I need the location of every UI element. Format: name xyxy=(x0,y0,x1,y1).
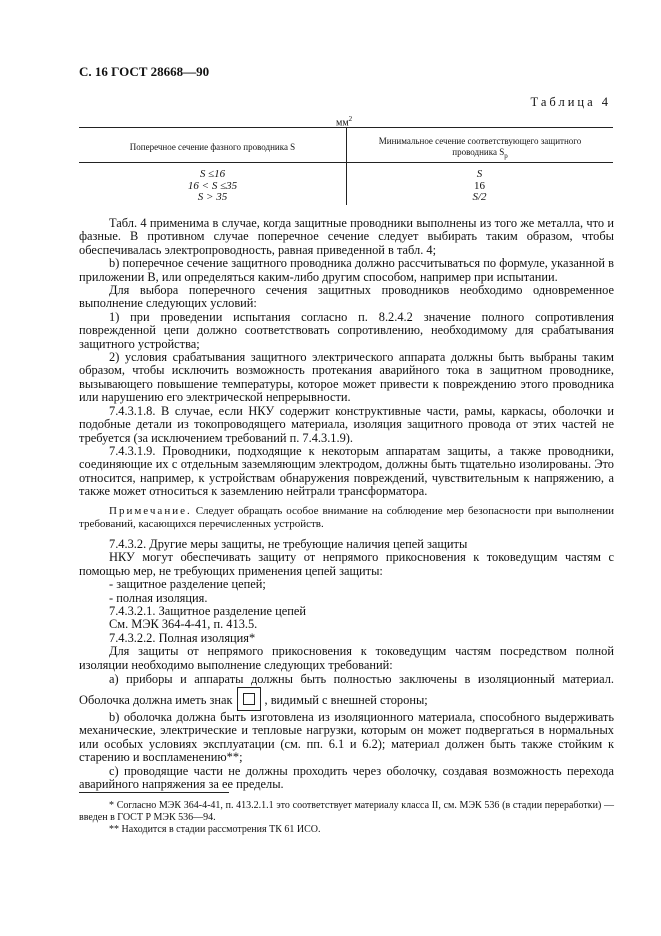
paragraph: 7.4.3.2.1. Защитное разделение цепей xyxy=(109,604,307,619)
body-text-main xyxy=(79,217,614,499)
table-cell: S xyxy=(476,168,483,180)
paragraph: 1) при проведении испытания согласно п. 8.2.4.2 значение полного сопротивления поврежденной цепи должно соответствовать сопротивлению, необходимому для срабатывания защитного устройства; xyxy=(79,309,614,351)
paragraph: Для выбора поперечного сечения защитных проводников необходимо одновременное выполнение следующих условий: xyxy=(79,283,614,311)
page-header: С. 16 ГОСТ 28668—90 xyxy=(79,64,210,79)
table-unit: $мм^2$ xyxy=(336,115,353,129)
note-block xyxy=(79,505,614,531)
footnote: ** Находится в стадии рассмотрения ТК 61 ИСО. xyxy=(109,824,321,835)
note-text: Следует обращать особое внимание на соблюдение мер безопасности при выполнении требований, касающихся перечисленных устройств. xyxy=(79,505,614,530)
paragraph: См. МЭК 364-4-41, п. 413.5. xyxy=(109,617,258,632)
body-text-section2 xyxy=(79,538,614,792)
footnote-rule xyxy=(79,792,229,793)
paragraph: 2) условия срабатывания защитного электрического аппарата должны быть выбраны таким образом, чтобы исключить возможность протекания аварийного тока в защитном проводнике, вызывающего повышение температуры, которое может привести к повреждению этого проводника или нарушению его электрической непрерывности. xyxy=(79,350,614,405)
table-cell: S/2 xyxy=(472,191,487,203)
double-insulation-icon xyxy=(237,687,261,711)
table-cell: S ≤16 xyxy=(199,168,226,180)
paragraph: 7.4.3.2. Другие меры защиты, не требующие наличия цепей защиты xyxy=(109,537,468,551)
table-header-phase: Поперечное сечение фазного проводника S xyxy=(129,142,296,152)
paragraph: Табл. 4 применима в случае, когда защитные проводники выполнены из того же металла, что и фазные. В противном случае поперечное сечение следует выбирать таким образом, чтобы обеспечивалась электропроводность, равная приведенной в табл. 4; xyxy=(79,216,614,257)
note-label: Примечание. xyxy=(109,505,192,517)
paragraph: b) поперечное сечение защитного проводника должно рассчитываться по формуле, указанной в приложении В, или определяться каким-либо другим способом, например при испытании. xyxy=(79,256,614,284)
table-cell: 16 < S ≤35 xyxy=(187,179,238,192)
footnotes xyxy=(79,800,614,836)
paragraph: 7.4.3.1.8. В случае, если НКУ содержит конструктивные части, рамы, каркасы, оболочки и подобные детали из токопроводящего материала, изоляция защитного провода от этих частей не требуется (за исключением требований п. 7.4.3.1.9). xyxy=(79,403,614,445)
paragraph: a) приборы и аппараты должны быть полностью заключены в изоляционный материал. Оболочка должна иметь знак , видимый с внешней стороны; xyxy=(79,672,614,711)
table-header-protective: Минимальное сечение соответствующего защитного проводника $S_p$ xyxy=(378,136,582,160)
table-cell: 16 xyxy=(474,179,485,192)
paragraph: НКУ могут обеспечивать защиту от непрямого прикосновения к токоведущим частям с помощью мер, не требующих применения цепей защиты: xyxy=(79,550,614,578)
table-cell: S > 35 xyxy=(197,191,228,203)
paragraph: 7.4.3.1.9. Проводники, подходящие к некоторым аппаратам защиты, а также проводники, соединяющие их с отдельным заземляющим электродом, должны быть тщательно изолированы. Это относится, например, к устройствам обнаружения повреждений, чувствительным к напряжению, а также может относиться к заземлению нейтрали трансформатора. xyxy=(79,443,614,499)
paragraph: b) оболочка должна быть изготовлена из изоляционного материала, способного выдерживать механические, электрические и тепловые нагрузки, которым он может подвергаться в нормальных или особых условиях эксплуатации (см. пп. 6.1 и 6.2); материал должен быть также стойким к старению и воспламенению**; xyxy=(79,710,614,765)
paragraph: Для защиты от непрямого прикосновения к токоведущим частям посредством полной изоляции необходимо выполнение следующих требований: xyxy=(79,644,614,672)
paragraph: 7.4.3.2.2. Полная изоляция* xyxy=(109,630,256,645)
table-column-protective xyxy=(346,169,613,204)
footnote: * Согласно МЭК 364-4-41, п. 413.2.1.1 это соответствует материалу класса II, см. МЭК 536 (в стадии переработки) — введен в ГОСТ Р МЭК 536—94. xyxy=(79,800,614,823)
table-caption: Таблица 4 xyxy=(530,95,611,109)
list-item: - защитное разделение цепей; xyxy=(109,577,266,592)
table-header-rule xyxy=(79,162,613,163)
list-item: - полная изоляция. xyxy=(109,590,208,605)
paragraph: c) проводящие части не должны проходить через оболочку, создавая возможность перехода аварийного напряжения за ее пределы. xyxy=(79,763,614,792)
table-column-phase xyxy=(79,169,346,204)
